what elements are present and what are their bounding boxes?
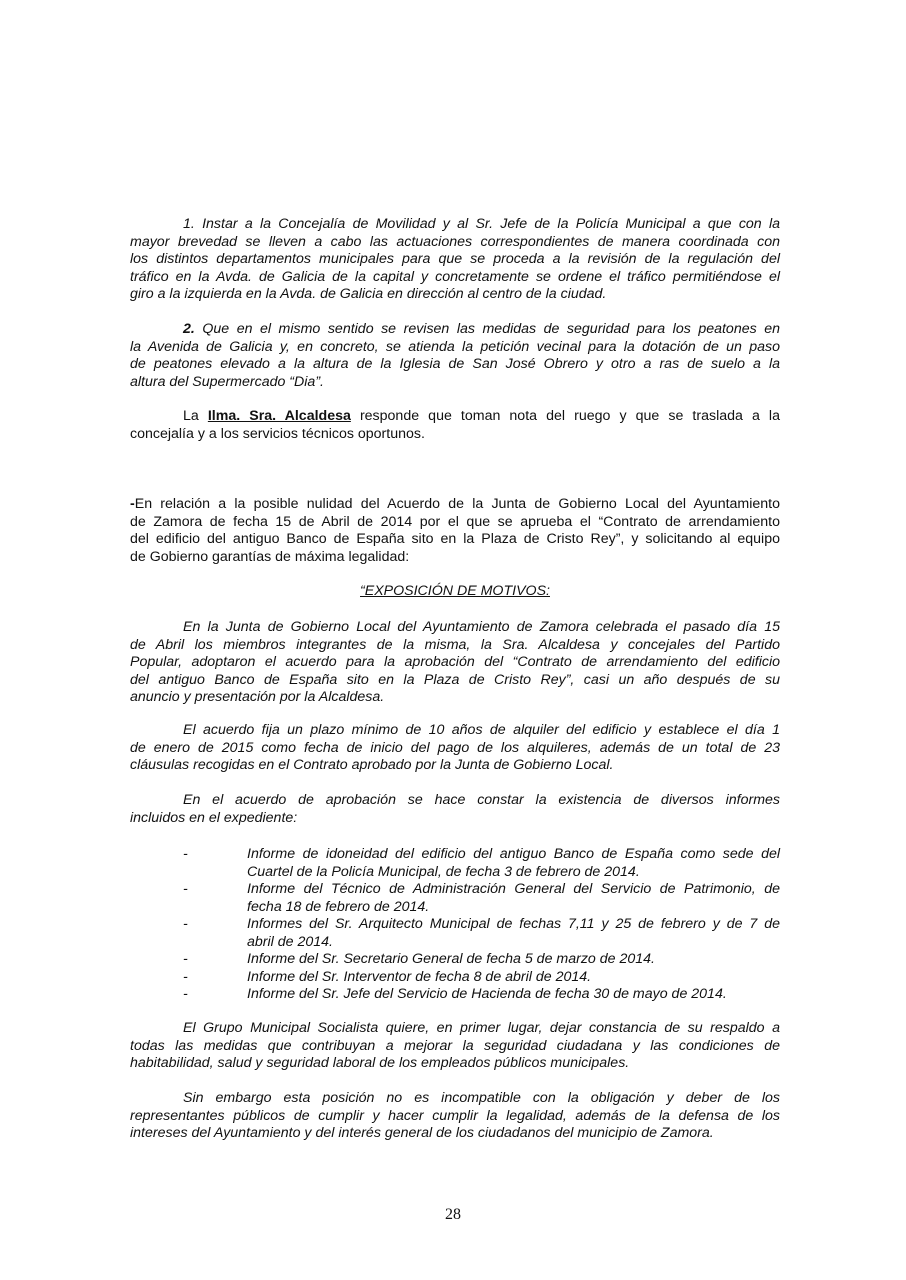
- text-line: de Zamora de fecha 15 de Abril de 2014 por el que se aprueba el “Contrato de arrendamiento: [130, 513, 780, 530]
- text-line: del edificio del antiguo Banco de España sito en la Plaza de Cristo Rey”, y solicitando al equipo: [130, 531, 780, 547]
- response-prefix: La: [183, 408, 208, 424]
- text-line: abril de 2014.: [247, 933, 333, 950]
- text-line: En la Junta de Gobierno Local del Ayuntamiento de Zamora celebrada el pasado día 15: [183, 619, 780, 635]
- text-line: los distintos departamentos municipales para que se proceda a la revisión de la regulación del: [130, 251, 780, 267]
- text-line: del antiguo Banco de España sito en la Plaza de Cristo Rey”, casi un año después de su: [130, 671, 780, 688]
- list-item: [130, 951, 780, 969]
- text-line: cláusulas recogidas en el Contrato aprobado por la Junta de Gobierno Local.: [130, 757, 614, 773]
- text-line: Cuartel de la Policía Municipal, de fecha 3 de febrero de 2014.: [247, 863, 640, 880]
- bullet-dash: -: [183, 881, 188, 897]
- text-line: mayor brevedad se lleven a cabo las actuaciones correspondientes de manera coordinada con: [130, 233, 780, 250]
- text-line: la Avenida de Galicia y, en concreto, se atienda la petición vecinal para la dotación de un paso: [130, 338, 780, 355]
- text-line: -En relación a la posible nulidad del Acuerdo de la Junta de Gobierno Local del Ayuntamiento: [130, 496, 780, 512]
- page-number: 28: [445, 1206, 461, 1223]
- response-text: responde que toman nota del ruego y que se traslada a la: [350, 408, 780, 424]
- bullet-dash: -: [183, 986, 188, 1002]
- text-line: altura del Supermercado “Dia”.: [130, 373, 324, 390]
- text-line: habitabilidad, salud y seguridad laboral de los empleados públicos municipales.: [130, 1055, 630, 1071]
- closing-paragraph-1: [130, 1020, 780, 1073]
- text-line: representantes públicos de cumplir y hacer cumplir la legalidad, además de la defensa de los: [130, 1107, 780, 1124]
- informes-list: [130, 846, 780, 1004]
- text-line: de enero de 2015 como fecha de inicio del pago de los alquileres, además de un total de 23: [130, 739, 780, 756]
- closing-paragraph-2: [130, 1090, 780, 1143]
- list-item: [130, 916, 780, 951]
- motivos-paragraph-3: [130, 792, 780, 827]
- speaker-name: Ilma. Sra. Alcaldesa: [207, 408, 351, 424]
- text-line: Informe del Técnico de Administración General del Servicio de Patrimonio, de: [247, 881, 780, 897]
- text-line: Informe del Sr. Jefe del Servicio de Hacienda de fecha 30 de mayo de 2014.: [247, 986, 727, 1002]
- text-line: tráfico en la Avda. de Galicia de la capital y concretamente se ordene el tráfico permitiéndose el: [130, 268, 780, 285]
- text-line: Informe del Sr. Secretario General de fecha 5 de marzo de 2014.: [247, 951, 655, 967]
- text-line: intereses del Ayuntamiento y del interés general de los ciudadanos del municipio de Zamora.: [130, 1125, 714, 1141]
- text-line: todas las medidas que contribuyan a mejorar la seguridad ciudadana y las condiciones de: [130, 1037, 780, 1054]
- text-line: Informe del Sr. Interventor de fecha 8 de abril de 2014.: [247, 968, 592, 985]
- response-line-2: concejalía y a los servicios técnicos oportunos.: [130, 425, 425, 442]
- text-line: Popular, adoptaron el acuerdo para la aprobación del “Contrato de arrendamiento del edificio: [130, 654, 780, 670]
- paragraph-point-1: [130, 216, 780, 304]
- text-line: En el acuerdo de aprobación se hace constar la existencia de diversos informes: [183, 792, 780, 808]
- text-line: 2. Que en el mismo sentido se revisen las medidas de seguridad para los peatones en: [183, 321, 780, 337]
- motivos-paragraph-2: [130, 722, 780, 775]
- text-line: de Gobierno garantías de máxima legalidad:: [130, 548, 410, 565]
- bullet-dash: -: [183, 951, 188, 967]
- response-line-1: [130, 408, 780, 426]
- point-number: 2.: [183, 321, 195, 337]
- list-item: [130, 846, 780, 881]
- text-line: Sin embargo esta posición no es incompatible con la obligación y deber de los: [183, 1090, 780, 1106]
- text-line: giro a la izquierda en la Avda. de Galicia en dirección al centro de la ciudad.: [130, 286, 607, 302]
- text-line: incluidos en el expediente:: [130, 809, 298, 826]
- list-item: [130, 986, 780, 1004]
- response-paragraph: [130, 408, 780, 443]
- text-line: Informe de idoneidad del edificio del antiguo Banco de España como sede del: [247, 846, 780, 862]
- text-line: Informes del Sr. Arquitecto Municipal de fechas 7,11 y 25 de febrero y de 7 de: [247, 916, 780, 932]
- text-line: de Abril los miembros integrantes de la misma, la Sra. Alcaldesa y concejales del Partido: [130, 636, 780, 653]
- heading-text: “EXPOSICIÓN DE MOTIVOS:: [360, 583, 550, 599]
- bullet-dash: -: [183, 846, 188, 862]
- intro-dash: -: [130, 496, 135, 512]
- text-line: anuncio y presentación por la Alcaldesa.: [130, 689, 385, 705]
- list-item: [130, 881, 780, 916]
- text-line: fecha 18 de febrero de 2014.: [247, 898, 430, 915]
- motivos-paragraph-1: [130, 619, 780, 707]
- text-line: El Grupo Municipal Socialista quiere, en primer lugar, dejar constancia de su respaldo a: [183, 1020, 780, 1036]
- text-line: de peatones elevado a la altura de la Iglesia de San José Obrero y otro a ras de suelo a la: [130, 356, 780, 372]
- bullet-dash: -: [183, 916, 188, 932]
- section-heading: [130, 583, 780, 601]
- intro-paragraph: [130, 496, 780, 566]
- list-item: [130, 969, 780, 987]
- bullet-dash: -: [183, 968, 188, 985]
- text-line: 1. Instar a la Concejalía de Movilidad y al Sr. Jefe de la Policía Municipal a que con la: [183, 216, 780, 232]
- text-line: El acuerdo fija un plazo mínimo de 10 años de alquiler del edificio y establece el día 1: [183, 722, 780, 738]
- paragraph-point-2: [130, 321, 780, 391]
